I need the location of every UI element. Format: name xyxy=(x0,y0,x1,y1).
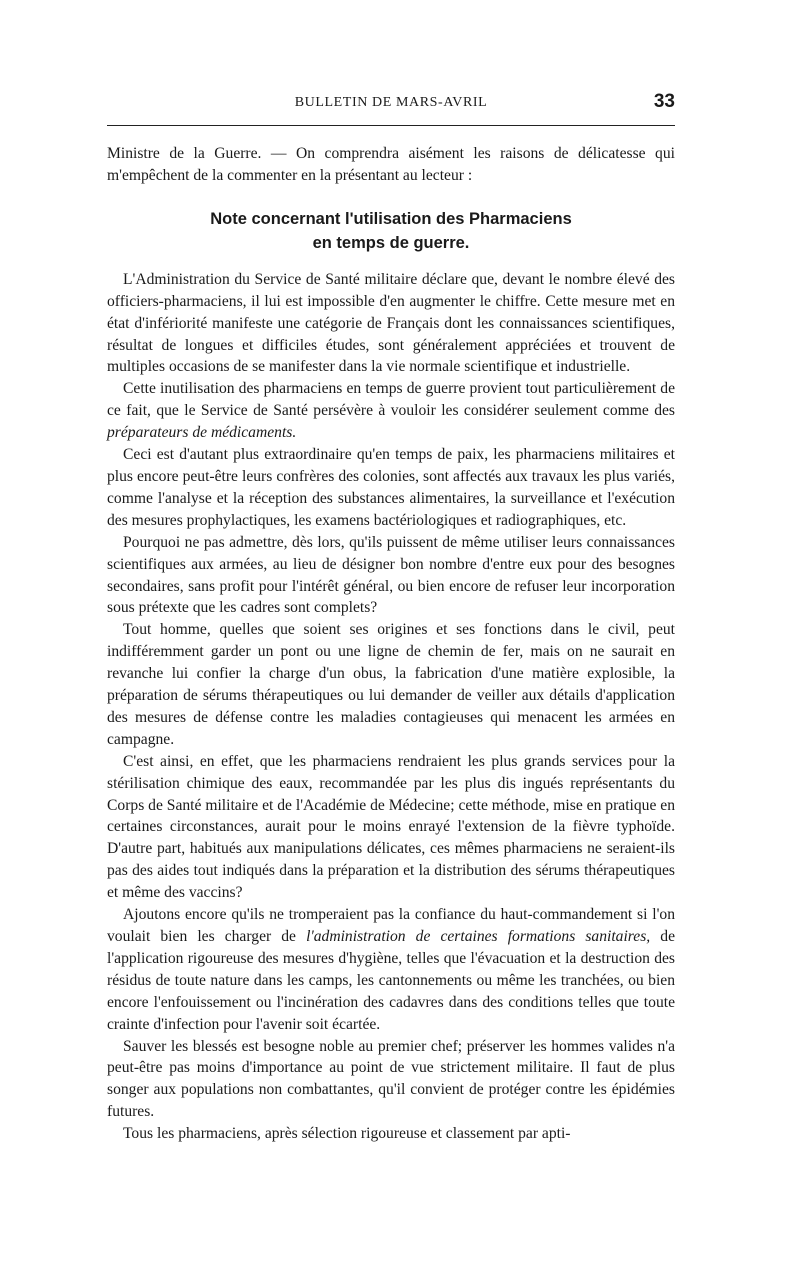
paragraph-9 xyxy=(107,1123,675,1145)
paragraph-5-text: Tout homme, quelles que soient ses origines et ses fonctions dans le civil, peut indifféremment garder un pont ou une ligne de chemin de fer, mais on ne saurait en revanche lui confier la charge d'un obus, la fabrication d'une matière explosible, la préparation de sérums thérapeutiques ou lui demander de veiller aux détails d'application des mesures de défense contre les maladies contagieuses qui menacent les armées en campagne. xyxy=(107,621,675,748)
paragraph-8-text: Sauver les blessés est besogne noble au premier chef; préserver les hommes valides n'a peut-être pas moins d'importance au point de vue strictement militaire. Il faut de plus songer aux populations non combattantes, qu'il convient de protéger contre les épidémies futures. xyxy=(107,1037,675,1121)
paragraph-7 xyxy=(107,904,675,1035)
paragraph-9-text: Tous les pharmaciens, après sélection rigoureuse et classement par apti- xyxy=(123,1125,571,1143)
page-number: 33 xyxy=(653,91,675,112)
note-title xyxy=(107,207,675,255)
paragraph-7-text: Ajoutons encore qu'ils ne tromperaient pas la confiance du haut-commandement si l'on voulait bien les charger de xyxy=(107,906,675,945)
paragraph-6 xyxy=(107,751,675,904)
paragraph-2 xyxy=(107,378,675,444)
body-text xyxy=(107,143,675,1145)
paragraph-8 xyxy=(107,1036,675,1124)
note-title-line-1: Note concernant l'utilisation des Pharmaciens xyxy=(210,209,572,228)
running-title: BULLETIN DE MARS-AVRIL xyxy=(294,95,488,110)
paragraph-7-after: de l'application rigoureuse des mesures d'hygiène, telles que l'évacuation et la destruction des résidus de toute nature dans les camps, les cantonnements ou même les tranchées, ou bien encore l'enfouissement ou l'incinération des cadavres dans des conditions telles que toute crainte d'infection pour l'avenir soit écartée. xyxy=(107,928,675,1033)
paragraph-7-emphasis: l'administration de certaines formations sanitaires, xyxy=(306,928,651,945)
paragraph-3 xyxy=(107,444,675,532)
running-head xyxy=(107,91,675,117)
paragraph-2-emphasis: préparateurs de médicaments. xyxy=(107,424,297,442)
intro-paragraph: Ministre de la Guerre. — On comprendra aisément les raisons de délicatesse qui m'empêchent de la commenter en la présentant au lecteur : xyxy=(107,145,675,184)
paragraph-1 xyxy=(107,269,675,379)
paragraph-3-text: Ceci est d'autant plus extraordinaire qu'en temps de paix, les pharmaciens militaires et plus encore peut-être leurs confrères des colonies, sont affectés aux travaux les plus variés, comme l'analyse et la réception des substances alimentaires, la surveillance et l'exécution des mesures prophylactiques, les examens bactériologiques et radiographiques, etc. xyxy=(107,446,675,529)
header-rule xyxy=(107,125,675,126)
paragraph-5 xyxy=(107,619,675,750)
paragraph-2-text: Cette inutilisation des pharmaciens en temps de guerre provient tout particulièrement de ce fait, que le Service de Santé persévère à vouloir les considérer seulement comme des xyxy=(107,380,675,420)
note-title-line-2: en temps de guerre. xyxy=(312,233,470,252)
paragraph-6-text: C'est ainsi, en effet, que les pharmaciens rendraient les plus grands services pour la stérilisation chimique des eaux, recommandée par les plus dis ingués représentants du Corps de Santé militaire et de l'Académie de Médecine; cette méthode, mise en pratique en certaines circonstances, aurait pour le moins enrayé l'extension de la fièvre typhoïde. D'autre part, habitués aux manipulations délicates, ces mêmes pharmaciens ne seraient-ils pas des aides tout indiqués dans la préparation et la distribution des sérums thérapeutiques et même des vaccins? xyxy=(107,752,675,902)
paragraph-4-text: Pourquoi ne pas admettre, dès lors, qu'ils puissent de même utiliser leurs connaissances scientifiques aux armées, au lieu de désigner bon nombre d'entre eux pour des besognes secondaires, sans profit pour l'intérêt général, ou bien encore de refuser leur incorporation sous prétexte que les cadres sont complets? xyxy=(107,533,675,617)
paragraph-4 xyxy=(107,532,675,620)
paragraph-1-text: L'Administration du Service de Santé militaire déclare que, devant le nombre élevé des officiers-pharmaciens, il lui est impossible d'en augmenter le chiffre. Cette mesure met en état d'infériorité manifeste une catégorie de Français dont les connaissances scientifiques, résultat de longues et difficiles études, sont généralement appréciées et trouvent de multiples occasions de se manifester dans la vie normale scientifique et industrielle. xyxy=(107,270,675,376)
